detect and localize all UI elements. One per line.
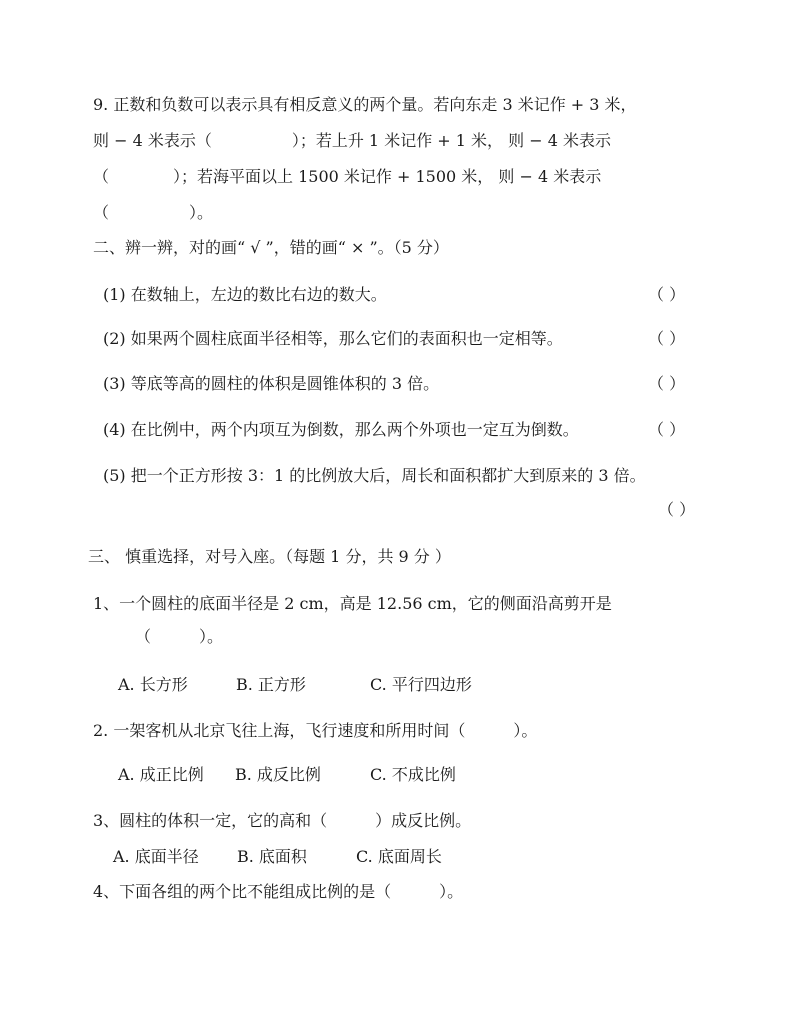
q3-4-stem: 4、下面各组的两个比不能组成比例的是（ ）。 — [93, 882, 464, 901]
answer-parentheses: （ ） — [658, 500, 696, 519]
q3-3-stem: 3、圆柱的体积一定，它的高和（ ）成反比例。 — [93, 811, 472, 830]
q3-2-stem: 2. 一架客机从北京飞往上海，飞行速度和所用时间（ ）。 — [93, 721, 538, 740]
q3-3-option-b: B. 底面积 — [237, 847, 307, 866]
judge-item-text: (2) 如果两个圆柱底面半径相等，那么它们的表面积也一定相等。 — [103, 329, 563, 348]
judge-item-2 — [0, 329, 794, 349]
q3-2-option-b: B. 成反比例 — [235, 765, 321, 784]
q9-line-3: （ ）；若海平面以上 1500 米记作 + 1500 米， 则 − 4 米表示 — [93, 167, 602, 186]
judge-item-5-answer — [0, 500, 794, 520]
q3-1-blank: （ ）。 — [135, 627, 224, 646]
q3-1-option-a: A. 长方形 — [118, 675, 188, 694]
answer-parentheses: （ ） — [648, 374, 686, 393]
q3-1-option-c: C. 平行四边形 — [370, 675, 472, 694]
section-2-heading: 二、辨一辨，对的画“ √ ”，错的画“ × ”。（5 分） — [93, 238, 449, 257]
judge-item-1 — [0, 285, 794, 305]
answer-parentheses: （ ） — [648, 329, 686, 348]
q3-3-option-a: A. 底面半径 — [113, 847, 199, 866]
q3-3-option-c: C. 底面周长 — [356, 847, 442, 866]
q3-2-option-a: A. 成正比例 — [118, 765, 204, 784]
answer-parentheses: （ ） — [648, 285, 686, 304]
section-3-heading: 三、 慎重选择，对号入座。（每题 1 分，共 9 分 ） — [88, 547, 451, 566]
q9-line-2: 则 − 4 米表示（ ）；若上升 1 米记作 + 1 米， 则 − 4 米表示 — [93, 131, 611, 150]
judge-item-text: (4) 在比例中，两个内项互为倒数，那么两个外项也一定互为倒数。 — [103, 420, 579, 439]
q3-2-option-c: C. 不成比例 — [370, 765, 456, 784]
answer-parentheses: （ ） — [648, 420, 686, 439]
q3-1-option-b: B. 正方形 — [236, 675, 306, 694]
q9-line-1: 9. 正数和负数可以表示具有相反意义的两个量。若向东走 3 米记作 + 3 米， — [93, 95, 637, 114]
q9-line-4: （ ）。 — [93, 203, 214, 222]
q3-1-stem: 1、一个圆柱的底面半径是 2 cm，高是 12.56 cm，它的侧面沿高剪开是 — [93, 594, 612, 613]
judge-item-text: (1) 在数轴上，左边的数比右边的数大。 — [103, 285, 387, 304]
judge-item-text: (3) 等底等高的圆柱的体积是圆锥体积的 3 倍。 — [103, 374, 440, 393]
judge-item-text: (5) 把一个正方形按 3：1 的比例放大后，周长和面积都扩大到原来的 3 倍。 — [103, 466, 646, 485]
judge-item-3 — [0, 374, 794, 394]
judge-item-5 — [0, 466, 794, 486]
judge-item-4 — [0, 420, 794, 440]
